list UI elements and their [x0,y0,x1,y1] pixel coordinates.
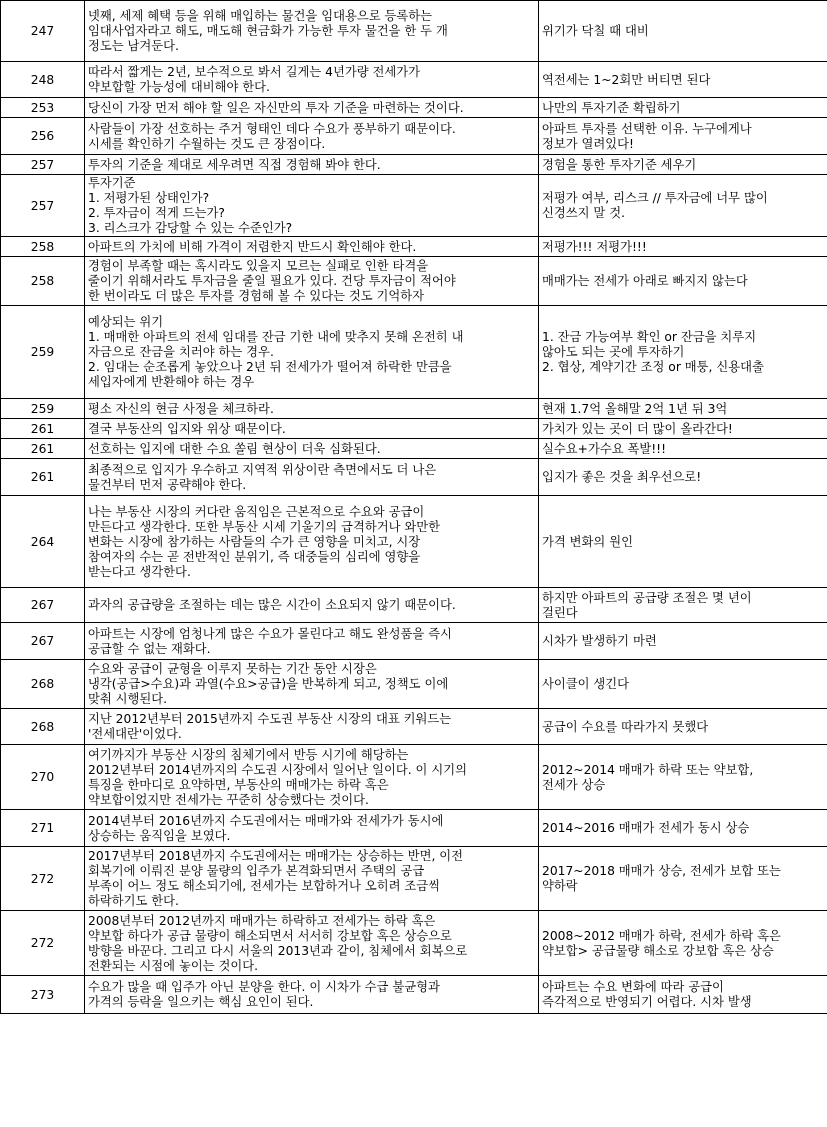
memo-cell: 시차가 발생하기 마련 [539,623,827,660]
page-number-cell: 261 [1,419,85,439]
table-row [1,745,827,810]
table-row [1,98,827,118]
page-number-cell: 259 [1,306,85,399]
table-row [1,1,827,62]
memo-cell: 아파트 투자를 선택한 이유. 누구에게나 정보가 열려있다! [539,118,827,155]
table-row [1,588,827,623]
table-row [1,306,827,399]
quote-cell: 2017년부터 2018년까지 수도권에서는 매매가는 상승하는 반면, 이전 회복기에 이뤄진 분양 물량의 입주가 본격화되면서 주택의 공급 부족이 어느 정도 해소되기에, 전세가는 보합하거나 오히려 조금씩 하락하기도 한다. [85,847,539,911]
memo-cell: 사이클이 생긴다 [539,660,827,709]
quote-cell: 투자의 기준을 제대로 세우려면 직접 경험해 봐야 한다. [85,155,539,175]
table-row [1,257,827,306]
table-row [1,62,827,98]
memo-cell: 입지가 좋은 것을 최우선으로! [539,459,827,496]
quote-cell: 2014년부터 2016년까지 수도권에서는 매매가와 전세가가 동시에 상승하는 움직임을 보였다. [85,810,539,847]
memo-cell: 공급이 수요를 따라가지 못했다 [539,709,827,745]
table-row [1,496,827,588]
page-number-cell: 253 [1,98,85,118]
memo-cell: 매매가는 전세가 아래로 빠지지 않는다 [539,257,827,306]
page-number-cell: 271 [1,810,85,847]
table-row [1,976,827,1014]
memo-cell: 하지만 아파트의 공급량 조절은 몇 년이 걸린다 [539,588,827,623]
page-number-cell: 267 [1,623,85,660]
page-number-cell: 261 [1,439,85,459]
page-number-cell: 258 [1,237,85,257]
quote-cell: 사람들이 가장 선호하는 주거 형태인 데다 수요가 풍부하기 때문이다. 시세를 확인하기 수월하는 것도 큰 장점이다. [85,118,539,155]
memo-cell: 아파트는 수요 변화에 따라 공급이 즉각적으로 반영되기 어렵다. 시차 발생 [539,976,827,1014]
quote-cell: 수요와 공급이 균형을 이루지 못하는 기간 동안 시장은 냉각(공급>수요)과 과열(수요>공급)을 반복하게 되고, 정책도 이에 맞춰 시행된다. [85,660,539,709]
memo-cell: 경험을 통한 투자기준 세우기 [539,155,827,175]
quote-cell: 아파트는 시장에 엄청나게 많은 수요가 몰린다고 해도 완성품을 즉시 공급할 수 없는 재화다. [85,623,539,660]
table-row [1,459,827,496]
memo-cell: 2012~2014 매매가 하락 또는 약보합, 전세가 상승 [539,745,827,810]
table-row [1,847,827,911]
table-row [1,399,827,419]
table-row [1,810,827,847]
table-row [1,439,827,459]
page-number-cell: 256 [1,118,85,155]
memo-cell: 2014~2016 매매가 전세가 동시 상승 [539,810,827,847]
memo-cell: 저평가 여부, 리스크 // 투자금에 너무 많이 신경쓰지 말 것. [539,175,827,237]
quote-cell: 넷째, 세제 혜택 등을 위해 매입하는 물건을 임대용으로 등록하는 임대사업자라고 해도, 매도해 현금화가 가능한 투자 물건을 한 두 개 정도는 남겨둔다. [85,1,539,62]
quote-cell: 예상되는 위기 1. 매매한 아파트의 전세 임대를 잔금 기한 내에 맞추지 못해 온전히 내 자금으로 잔금을 치러야 하는 경우. 2. 임대는 순조롭게 놓았으나 2년 뒤 전세가가 떨어져 하락한 만큼을 세입자에게 반환해야 하는 경우 [85,306,539,399]
quote-cell: 평소 자신의 현금 사정을 체크하라. [85,399,539,419]
quote-cell: 따라서 짧게는 2년, 보수적으로 봐서 길게는 4년가량 전세가가 약보합할 가능성에 대비해야 한다. [85,62,539,98]
quote-cell: 선호하는 입지에 대한 수요 쏠림 현상이 더욱 심화된다. [85,439,539,459]
page-number-cell: 261 [1,459,85,496]
page-number-cell: 272 [1,911,85,976]
page-number-cell: 257 [1,155,85,175]
table-row [1,623,827,660]
page-number-cell: 247 [1,1,85,62]
table-row [1,660,827,709]
quote-cell: 투자기준 1. 저평가된 상태인가? 2. 투자금이 적게 드는가? 3. 리스크가 감당할 수 있는 수준인가? [85,175,539,237]
memo-cell: 실수요+가수요 폭발!!! [539,439,827,459]
quote-cell: 2008년부터 2012년까지 매매가는 하락하고 전세가는 하락 혹은 약보합 하다가 공급 물량이 해소되면서 서서히 강보합 혹은 상승으로 방향을 바꾼다. 그리고 다시 서울의 2013년과 같이, 침체에서 회복으로 전환되는 시점에 놓이는 것이다. [85,911,539,976]
page-number-cell: 248 [1,62,85,98]
quote-cell: 당신이 가장 먼저 해야 할 일은 자신만의 투자 기준을 마련하는 것이다. [85,98,539,118]
page-number-cell: 259 [1,399,85,419]
quote-cell: 경험이 부족할 때는 혹시라도 있을지 모르는 실패로 인한 타격을 줄이기 위해서라도 투자금을 줄일 필요가 있다. 건당 투자금이 적어야 한 번이라도 더 많은 투자를 경험해 볼 수 있다는 것도 기억하자 [85,257,539,306]
notes-table-body [1,1,827,1014]
page-number-cell: 258 [1,257,85,306]
memo-cell: 저평가!!! 저평가!!! [539,237,827,257]
quote-cell: 여기까지가 부동산 시장의 침체기에서 반등 시기에 해당하는 2012년부터 2014년까지의 수도권 시장에서 일어난 일이다. 이 시기의 특징을 한마디로 요약하면, 부동산의 매매가는 하락 혹은 약보합이었지만 전세가는 꾸준히 상승했다는 것이다. [85,745,539,810]
table-row [1,237,827,257]
quote-cell: 과자의 공급량을 조절하는 데는 많은 시간이 소요되지 않기 때문이다. [85,588,539,623]
quote-cell: 아파트의 가치에 비해 가격이 저렴한지 반드시 확인해야 한다. [85,237,539,257]
memo-cell: 가치가 있는 곳이 더 많이 올라간다! [539,419,827,439]
page-number-cell: 270 [1,745,85,810]
memo-cell: 1. 잔금 가능여부 확인 or 잔금을 치루지 않아도 되는 곳에 투자하기 2. 협상, 계약기간 조정 or 매퉁, 신용대출 [539,306,827,399]
page-number-cell: 257 [1,175,85,237]
quote-cell: 나는 부동산 시장의 커다란 움직임은 근본적으로 수요와 공급이 만든다고 생각한다. 또한 부동산 시세 기울기의 급격하거나 와만한 변화는 시장에 참가하는 사람들의 수가 큰 영향을 미치고, 시장 참여자의 수는 곧 전반적인 분위기, 즉 대중들의 심리에 영향을 받는다고 생각한다. [85,496,539,588]
page-number-cell: 268 [1,709,85,745]
table-row [1,175,827,237]
quote-cell: 최종적으로 입지가 우수하고 지역적 위상이란 측면에서도 더 나은 물건부터 먼저 공략해야 한다. [85,459,539,496]
memo-cell: 나만의 투자기준 확립하기 [539,98,827,118]
table-row [1,155,827,175]
page-number-cell: 272 [1,847,85,911]
page-number-cell: 264 [1,496,85,588]
table-row [1,118,827,155]
table-row [1,709,827,745]
table-row [1,419,827,439]
memo-cell: 가격 변화의 원인 [539,496,827,588]
page-number-cell: 273 [1,976,85,1014]
quote-cell: 수요가 많을 때 입주가 아닌 분양을 한다. 이 시차가 수급 불균형과 가격의 등락을 일으키는 핵심 요인이 된다. [85,976,539,1014]
quote-cell: 결국 부동산의 입지와 위상 때문이다. [85,419,539,439]
page-number-cell: 267 [1,588,85,623]
quote-cell: 지난 2012년부터 2015년까지 수도권 부동산 시장의 대표 키워드는 '전세대란'이었다. [85,709,539,745]
memo-cell: 2017~2018 매매가 상승, 전세가 보합 또는 약하락 [539,847,827,911]
memo-cell: 현재 1.7억 올해말 2억 1년 뒤 3억 [539,399,827,419]
memo-cell: 2008~2012 매매가 하락, 전세가 하락 혹은 약보합> 공급물량 해소로 강보합 혹은 상승 [539,911,827,976]
table-row [1,911,827,976]
memo-cell: 역전세는 1~2회만 버티면 된다 [539,62,827,98]
page-number-cell: 268 [1,660,85,709]
memo-cell: 위기가 닥칠 때 대비 [539,1,827,62]
